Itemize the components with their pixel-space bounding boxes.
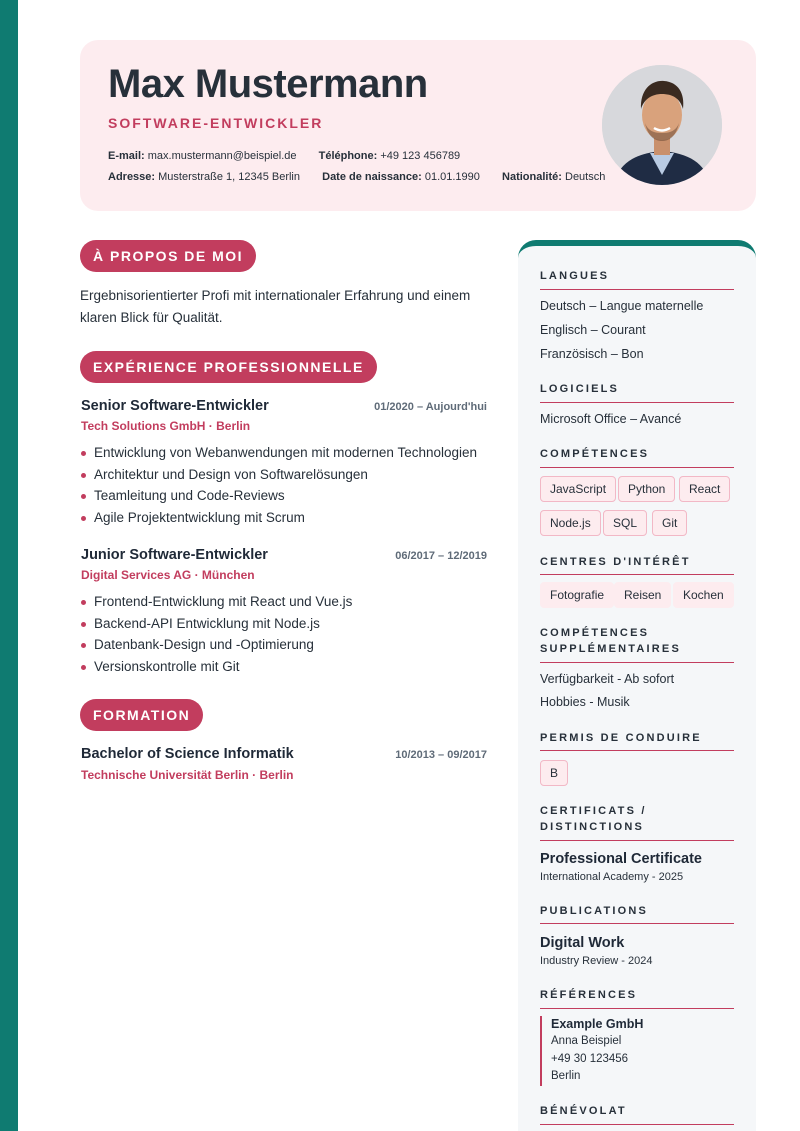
skills-heading: COMPÉTENCES (540, 448, 650, 460)
interest-tag: Kochen (673, 582, 734, 608)
certificates-heading (540, 803, 734, 835)
education-heading: FORMATION (80, 699, 203, 731)
about-text: Ergebnisorientierter Profi mit internationaler Erfahrung und einem klaren Blick für Qualität. (80, 288, 471, 325)
job-title-headline: SOFTWARE-ENTWICKLER (108, 115, 324, 131)
certificate-title: Professional Certificate (540, 851, 702, 867)
reference-person: Anna Beispiel (551, 1035, 622, 1047)
job-2-bullets (80, 591, 352, 678)
interests-heading: CENTRES D'INTÉRÊT (540, 556, 691, 568)
divider (540, 289, 734, 290)
certificates-heading-line-1: CERTIFICATS / (540, 805, 647, 817)
skill-tag: React (679, 476, 730, 502)
education-degree: Bachelor of Science Informatik (81, 746, 294, 762)
license-tag: B (540, 760, 568, 786)
job-2-company: Digital Services AG · München (81, 568, 255, 582)
list-item: Frontend-Entwicklung mit React und Vue.js (80, 591, 352, 613)
job-1-company: Tech Solutions GmbH · Berlin (81, 419, 251, 433)
software-heading: LOGICIELS (540, 383, 620, 395)
header-card (80, 40, 756, 211)
divider (540, 574, 734, 575)
interest-tag: Reisen (614, 582, 671, 608)
additional-item: Hobbies - Musik (540, 695, 630, 709)
side-stripe (0, 0, 18, 1131)
divider (540, 840, 734, 841)
interest-tag: Fotografie (540, 582, 614, 608)
birth-value: 01.01.1990 (424, 171, 480, 183)
contact-row-2 (108, 171, 605, 183)
publications-heading: PUBLICATIONS (540, 905, 649, 917)
list-item: Entwicklung von Webanwendungen mit modernen Technologien (80, 442, 477, 464)
references-heading: RÉFÉRENCES (540, 989, 638, 1001)
email-value: max.mustermann@beispiel.de (147, 150, 297, 162)
divider (540, 1124, 734, 1125)
list-item: Backend-API Entwicklung mit Node.js (80, 613, 352, 635)
divider (540, 923, 734, 924)
education-date: 10/2013 – 09/2017 (395, 749, 487, 761)
reference-company: Example GmbH (551, 1017, 644, 1031)
additional-skills-heading (540, 625, 734, 657)
birth-label: Date de naissance: (322, 171, 422, 183)
phone-value: +49 123 456789 (380, 150, 461, 162)
divider (540, 750, 734, 751)
skill-tag: JavaScript (540, 476, 616, 502)
address-value: Musterstraße 1, 12345 Berlin (158, 171, 300, 183)
publication-sub: Industry Review - 2024 (540, 955, 653, 967)
experience-heading: EXPÉRIENCE PROFESSIONNELLE (80, 351, 377, 383)
list-item: Teamleitung und Code-Reviews (80, 485, 477, 507)
list-item: Versionskontrolle mit Git (80, 656, 352, 678)
job-1-bullets (80, 442, 477, 529)
skill-tag: Git (652, 510, 687, 536)
divider (540, 402, 734, 403)
reference-phone: +49 30 123456 (551, 1052, 629, 1065)
languages-heading: LANGUES (540, 270, 610, 282)
divider (540, 1008, 734, 1009)
person-name: Max Mustermann (108, 62, 428, 106)
email-label: E-mail: (108, 150, 145, 162)
additional-heading-line-2: SUPPLÉMENTAIRES (540, 643, 681, 655)
list-item: Agile Projektentwicklung mit Scrum (80, 507, 477, 529)
phone-label: Téléphone: (318, 150, 378, 162)
job-2-date: 06/2017 – 12/2019 (395, 550, 487, 562)
address-label: Adresse: (108, 171, 156, 183)
certificate-sub: International Academy - 2025 (540, 871, 684, 883)
job-1-title: Senior Software-Entwickler (81, 398, 269, 414)
skill-tag: SQL (603, 510, 647, 536)
additional-item: Verfügbarkeit - Ab sofort (540, 672, 675, 686)
nationality-value: Deutsch (565, 171, 606, 183)
skill-tag: Node.js (540, 510, 601, 536)
reference-card (540, 1016, 730, 1086)
list-item: Datenbank-Design und -Optimierung (80, 634, 352, 656)
profile-photo (602, 65, 722, 185)
job-1-date: 01/2020 – Aujourd'hui (374, 401, 487, 413)
publication-title: Digital Work (540, 935, 625, 951)
contact-row-1 (108, 150, 460, 162)
education-school: Technische Universität Berlin · Berlin (81, 768, 294, 782)
divider (540, 662, 734, 663)
divider (540, 467, 734, 468)
language-item: Deutsch – Langue maternelle (540, 299, 704, 313)
about-heading: À PROPOS DE MOI (80, 240, 256, 272)
additional-heading-line-1: COMPÉTENCES (540, 627, 650, 639)
reference-city: Berlin (551, 1070, 581, 1082)
list-item: Architektur und Design von Softwarelösungen (80, 464, 477, 486)
license-heading: PERMIS DE CONDUIRE (540, 732, 702, 744)
language-item: Englisch – Courant (540, 323, 646, 337)
software-item: Microsoft Office – Avancé (540, 412, 682, 426)
job-2-title: Junior Software-Entwickler (81, 547, 268, 563)
volunteer-heading: BÉNÉVOLAT (540, 1105, 627, 1117)
nationality-label: Nationalité: (502, 171, 562, 183)
skill-tag: Python (618, 476, 675, 502)
certificates-heading-line-2: DISTINCTIONS (540, 821, 645, 833)
language-item: Französisch – Bon (540, 347, 644, 361)
